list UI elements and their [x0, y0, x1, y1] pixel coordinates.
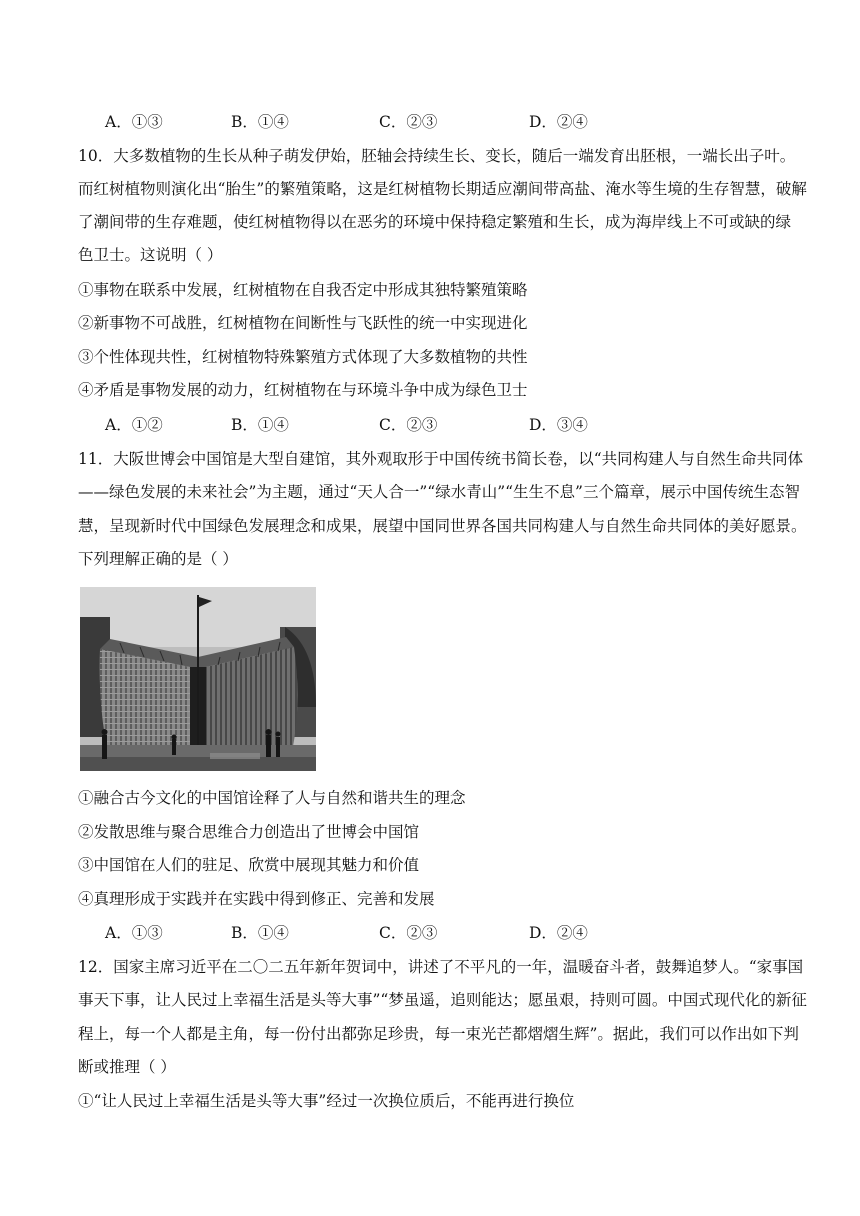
- q10-statement-1: ①事物在联系中发展，红树植物在自我否定中形成其独特繁殖策略: [78, 281, 528, 299]
- q12-statement-1: ①“让人民过上幸福生活是头等大事”经过一次换位质后，不能再进行换位: [78, 1092, 575, 1110]
- q9-option-b[interactable]: B．①④: [231, 113, 289, 131]
- q10-stem-line-1: 10．大多数植物的生长从种子萌发伊始，胚轴会持续生长、变长，随后一端发育出胚根，一端长出子叶。: [78, 147, 796, 165]
- q12-stem-line-2: 事天下事，让人民过上幸福生活是头等大事”“梦虽遥，追则能达；愿虽艰，持则可圆。中国式现代化的新征: [78, 991, 807, 1009]
- q11-statement-4: ④真理形成于实践并在实践中得到修正、完善和发展: [78, 890, 435, 908]
- q10-stem-line-3: 了潮间带的生存难题，使红树植物得以在恶劣的环境中保持稳定繁殖和生长，成为海岸线上不可或缺的绿: [78, 213, 792, 231]
- q10-statement-3: ③个性体现共性，红树植物特殊繁殖方式体现了大多数植物的共性: [78, 348, 528, 366]
- q11-stem-line-4: 下列理解正确的是（ ）: [78, 550, 238, 568]
- q9-option-d[interactable]: D．②④: [529, 113, 588, 131]
- q12-stem-line-4: 断或推理（ ）: [78, 1058, 176, 1076]
- q11-stem-line-2: ——绿色发展的未来社会”为主题，通过“天人合一”“绿水青山”“生生不息”三个篇章，展示中国传统生态智: [78, 483, 800, 501]
- q11-option-a[interactable]: A．①③: [105, 924, 163, 942]
- q11-option-d[interactable]: D．②④: [529, 924, 588, 942]
- q10-stem-line-2: 而红树植物则演化出“胎生”的繁殖策略，这是红树植物长期适应潮间带高盐、淹水等生境的生存智慧，破解: [78, 180, 807, 198]
- q10-option-d[interactable]: D．③④: [529, 416, 588, 434]
- q9-option-c[interactable]: C．②③: [379, 113, 438, 131]
- q10-option-a[interactable]: A．①②: [105, 416, 163, 434]
- q10-option-c[interactable]: C．②③: [379, 416, 438, 434]
- q10-statement-4: ④矛盾是事物发展的动力，红树植物在与环境斗争中成为绿色卫士: [78, 381, 528, 399]
- q10-options: [105, 414, 725, 436]
- q10-statement-2: ②新事物不可战胜，红树植物在间断性与飞跃性的统一中实现进化: [78, 314, 528, 332]
- q11-statement-2: ②发散思维与聚合思维合力创造出了世博会中国馆: [78, 823, 420, 841]
- china-pavilion-photo: [80, 587, 316, 771]
- q11-stem-line-1: 11．大阪世博会中国馆是大型自建馆，其外观取形于中国传统书简长卷，以“共同构建人与自然生命共同体: [78, 450, 804, 468]
- q11-options: [105, 922, 725, 944]
- q10-stem-line-4: 色卫士。这说明（ ）: [78, 246, 223, 264]
- q11-statement-1: ①融合古今文化的中国馆诠释了人与自然和谐共生的理念: [78, 789, 466, 807]
- q10-option-b[interactable]: B．①④: [231, 416, 289, 434]
- q11-statement-3: ③中国馆在人们的驻足、欣赏中展现其魅力和价值: [78, 856, 420, 874]
- q11-stem-line-3: 慧，呈现新时代中国绿色发展理念和成果，展望中国同世界各国共同构建人与自然生命共同体的美好愿景。: [78, 517, 807, 535]
- q11-option-b[interactable]: B．①④: [231, 924, 289, 942]
- q9-options: [105, 111, 725, 133]
- q9-option-a[interactable]: A．①③: [105, 113, 163, 131]
- q11-option-c[interactable]: C．②③: [379, 924, 438, 942]
- q12-stem-line-1: 12．国家主席习近平在二〇二五年新年贺词中，讲述了不平凡的一年，温暖奋斗者，鼓舞追梦人。“家事国: [78, 958, 804, 976]
- q12-stem-line-3: 程上，每一个人都是主角，每一份付出都弥足珍贵，每一束光芒都熠熠生辉”。据此，我们可以作出如下判: [78, 1025, 799, 1043]
